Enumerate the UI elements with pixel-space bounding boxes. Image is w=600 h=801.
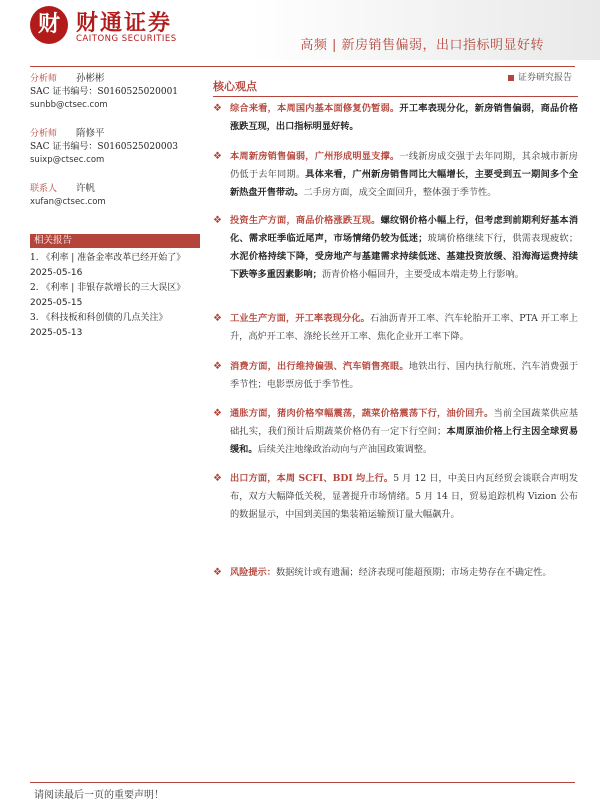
analyst-card — [30, 127, 200, 167]
related-reports-heading: 相关报告 — [30, 234, 200, 248]
bullet-inflation — [213, 405, 578, 459]
bullet-bold: 本周原油价格上行主因全球贸易缓和。 — [230, 426, 579, 455]
bullet-lead: 综合来看，本周国内基本面修复仍暂弱。 — [230, 103, 400, 114]
analyst-card — [30, 72, 200, 112]
section-heading: 核心观点 — [213, 78, 578, 97]
related-reports-list — [30, 251, 205, 341]
related-report-date: 2025-05-13 — [30, 328, 83, 338]
bullet-text: 后续关注地缘政治动向与产油国政策调整。 — [257, 444, 433, 455]
bullet-risk — [213, 564, 578, 582]
bullet-text: 5 月 12 日，中美日内瓦经贸会谈联合声明发布，双方大幅降低关税，显著提升市场情绪。5 月 14 日，贸易追踪机构 Vizion 公布的数据显示，中国到美国的集装箱运输预订量大幅飙升。 — [230, 473, 579, 520]
bullet-investment — [213, 212, 578, 284]
bullet-text: 数据统计或有遗漏；经济表现可能超预期；市场走势存在不确定性。 — [275, 567, 552, 578]
diamond-bullet-icon: ❖ — [213, 408, 222, 419]
bullet-lead: 出口方面，本周 SCFI、BDI 均上行。 — [230, 473, 394, 484]
contact-email[interactable]: xufan@ctsec.com — [30, 197, 106, 207]
logo-en-text: CAITONG SECURITIES — [76, 34, 177, 44]
page-header — [0, 0, 600, 68]
diamond-bullet-icon: ❖ — [213, 103, 222, 114]
analyst-role: 分析师 — [30, 129, 58, 139]
report-type-text: 证券研究报告 — [517, 73, 572, 83]
bullet-text: 一线新房成交强于去年同期，其余城市新房仍低于去年同期。 — [230, 151, 578, 180]
analyst-email[interactable]: suixp@ctsec.com — [30, 155, 105, 165]
contact-card — [30, 182, 200, 209]
analyst-email[interactable]: sunbb@ctsec.com — [30, 100, 108, 110]
analyst-name: 孙彬彬 — [76, 73, 105, 84]
diamond-bullet-icon: ❖ — [213, 313, 222, 324]
footer-disclaimer: 请阅读最后一页的重要声明！ — [34, 790, 164, 801]
related-report-date: 2025-05-16 — [30, 268, 83, 278]
bullet-text: 石油沥青开工率、汽车轮胎开工率、PTA 开工率上升，高炉开工率、涤纶长丝开工率、焦化企业开工率下降。 — [230, 313, 578, 342]
bullet-summary — [213, 100, 578, 136]
diamond-bullet-icon: ❖ — [213, 567, 222, 578]
bullet-bold: 开工率表现分化，新房销售偏弱，商品价格涨跌互现，出口指标明显好转。 — [230, 103, 578, 132]
bullet-text: 当前全国蔬菜供应基础扎实，我们预计后期蔬菜价格仍有一定下行空间； — [230, 408, 579, 437]
bullet-bold: 螺纹钢价格小幅上行，但考虑到前期利好基本消化、需求旺季临近尾声，市场情绪仍较为低迷； — [230, 215, 579, 244]
bullet-bold: 具体来看，广州新房销售同比大幅增长，主要受到五一期间多个全新热盘开售带动。 — [230, 169, 579, 198]
analyst-sidebar — [30, 72, 200, 224]
bullet-lead: 风险提示： — [230, 567, 276, 578]
bullet-lead: 本周新房销售偏弱，广州形成明显支撑。 — [230, 151, 400, 162]
bullet-lead: 通胀方面，猪肉价格窄幅震荡，蔬菜价格震荡下行，油价回升。 — [230, 408, 494, 419]
header-divider — [30, 66, 575, 67]
diamond-bullet-icon: ❖ — [213, 215, 222, 226]
analyst-role: 分析师 — [30, 74, 58, 84]
bullet-export — [213, 470, 578, 524]
logo-cn-text: 财通证券 — [76, 10, 173, 36]
report-title: 高频 | 新房销售偏弱，出口指标明显好转 — [300, 38, 544, 53]
bullet-text: 玻璃价格继续下行，供需表现疲软； — [427, 233, 579, 244]
analyst-cert: SAC 证书编号：S0160525020003 — [30, 142, 179, 152]
bullet-lead: 投资生产方面，商品价格涨跌互现。 — [230, 215, 381, 226]
bullet-industry — [213, 310, 578, 346]
contact-role: 联系人 — [30, 184, 58, 194]
company-logo — [30, 6, 230, 46]
related-report-link[interactable]: 2. 《利率 | 非银存款增长的三大误区》 — [30, 283, 186, 293]
bullet-text: 二手房方面，成交全面回升，整体强于季节性。 — [303, 187, 497, 198]
bullet-text: 地铁出行、国内执行航班、汽车消费强于季节性；电影票房低于季节性。 — [230, 361, 579, 390]
footer-divider — [30, 782, 575, 783]
diamond-bullet-icon: ❖ — [213, 151, 222, 162]
bullet-text: 沥青价格小幅回升，主要受成本端走势上行影响。 — [321, 269, 524, 280]
related-report-link[interactable]: 1. 《利率 | 准备金率改革已经开始了》 — [30, 253, 186, 263]
related-report-date: 2025-05-15 — [30, 298, 83, 308]
related-report-link[interactable]: 3. 《科技板和科创债的几点关注》 — [30, 313, 168, 323]
diamond-bullet-icon: ❖ — [213, 473, 222, 484]
bullet-housing — [213, 148, 578, 202]
logo-mark-icon: 财 — [30, 6, 68, 44]
bullet-consumption — [213, 358, 578, 394]
analyst-cert: SAC 证书编号：S0160525020001 — [30, 87, 179, 97]
diamond-bullet-icon: ❖ — [213, 361, 222, 372]
bullet-lead: 工业生产方面，开工率表现分化。 — [230, 313, 370, 324]
analyst-name: 隋修平 — [76, 128, 105, 139]
contact-name: 许帆 — [76, 183, 96, 194]
bullet-lead: 消费方面，出行维持偏强、汽车销售亮眼。 — [230, 361, 409, 372]
bullet-bold: 水泥价格持续下降，受房地产与基建需求持续低迷、基建投资放缓、沿海海运费持续下跌等多重因素影响； — [230, 251, 578, 280]
